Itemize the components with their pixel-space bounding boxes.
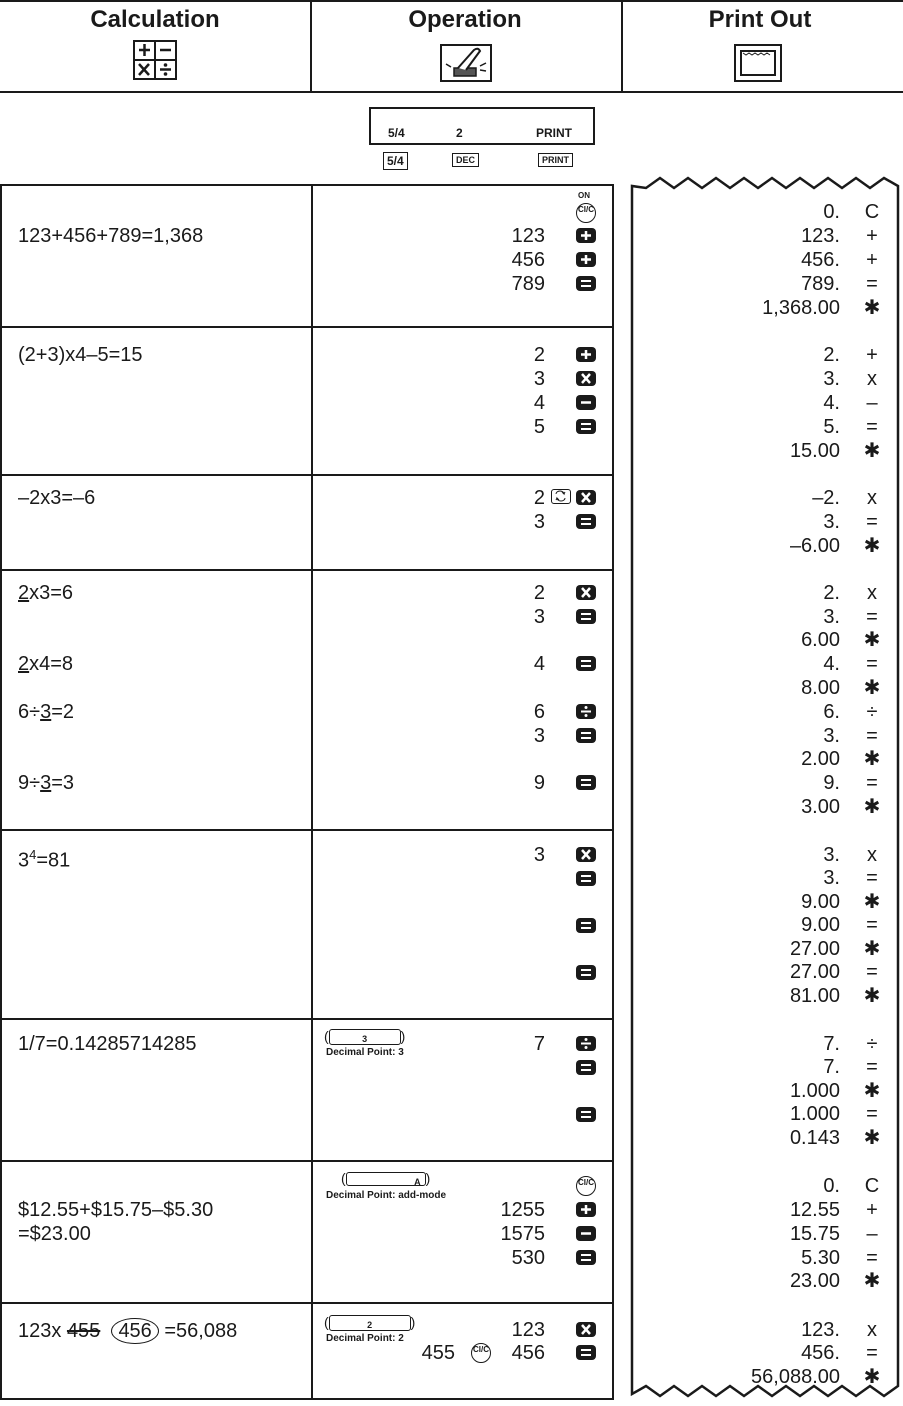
- clear-key-label: CI/C: [578, 1178, 594, 1187]
- op-entry: 6: [533, 701, 545, 723]
- on-label: ON: [578, 191, 590, 200]
- print-value: –2.: [812, 487, 840, 509]
- print-total: 1.000: [789, 1080, 840, 1102]
- print-value: 2.: [823, 582, 840, 604]
- print-symbol: x: [867, 1319, 877, 1341]
- print-value: 5.: [823, 416, 840, 438]
- print-value: 3.: [823, 867, 840, 889]
- print-symbol: ✱: [863, 297, 881, 319]
- print-symbol: –: [866, 1223, 878, 1245]
- calc-rest: =3: [51, 772, 75, 794]
- decimal-switch-position: 2: [329, 1315, 411, 1331]
- print-value: 7.: [823, 1033, 840, 1055]
- print-symbol: –: [866, 392, 878, 414]
- print-symbol: x: [867, 368, 877, 390]
- print-total: 23.00: [789, 1270, 840, 1292]
- constant-digit: 2: [18, 582, 30, 604]
- print-value: 0.: [823, 201, 840, 223]
- op-entry: 3: [533, 725, 545, 747]
- calc-part: 6÷: [18, 701, 41, 723]
- calc-part: 9÷: [18, 772, 41, 794]
- op-entry: 2: [533, 582, 545, 604]
- equals-key-icon[interactable]: [576, 609, 596, 624]
- print-value: 123.: [801, 225, 840, 247]
- header-printout: Print Out: [708, 6, 812, 33]
- print-total: 27.00: [789, 938, 840, 960]
- calc-rest: x4=8: [29, 653, 74, 675]
- calc-expression: $12.55+$15.75–$5.30: [18, 1199, 214, 1221]
- calc-expression: 123+456+789=1,368: [18, 225, 204, 247]
- row-border: [0, 184, 614, 186]
- row-border: [0, 1302, 614, 1304]
- op-entry: 456: [511, 249, 545, 271]
- calc-expression: [18, 771, 74, 795]
- row-border: [0, 326, 614, 328]
- print-symbol: =: [866, 867, 878, 889]
- op-entry: 2: [533, 487, 545, 509]
- print-symbol: C: [864, 201, 880, 223]
- paper-printout-icon: [734, 44, 782, 82]
- print-symbol: +: [866, 249, 878, 271]
- print-value: 3.: [823, 844, 840, 866]
- multiply-key-icon[interactable]: [576, 371, 596, 386]
- equals-key-icon[interactable]: [576, 514, 596, 529]
- equals-key-icon[interactable]: [576, 918, 596, 933]
- row-border: [0, 474, 614, 476]
- header-bottom-border: [0, 91, 903, 93]
- equals-key-icon[interactable]: [576, 1345, 596, 1360]
- print-symbol: =: [866, 511, 878, 533]
- divide-key-icon[interactable]: [576, 1036, 596, 1051]
- print-total: 8.00: [801, 677, 840, 699]
- equals-key-icon[interactable]: [576, 419, 596, 434]
- finger-press-key-icon: [440, 44, 492, 82]
- print-value: 5.30: [801, 1247, 840, 1269]
- constant-digit: 3: [40, 701, 52, 723]
- print-value: 9.: [823, 772, 840, 794]
- print-value: 6.: [823, 701, 840, 723]
- multiply-key-icon[interactable]: [576, 1322, 596, 1337]
- print-symbol: ✱: [863, 629, 881, 651]
- minus-key-icon[interactable]: [576, 1226, 596, 1241]
- print-symbol: =: [866, 1247, 878, 1269]
- op-entry: 3: [533, 844, 545, 866]
- print-symbol: +: [866, 1199, 878, 1221]
- calculator-operators-icon: [133, 40, 177, 80]
- calc-part: 123x: [18, 1320, 67, 1342]
- calc-expression: 1/7=0.14285714285: [18, 1033, 197, 1055]
- print-value: 456.: [801, 249, 840, 271]
- print-total: 56,088.00: [751, 1366, 840, 1388]
- sign-change-key-icon[interactable]: [551, 489, 571, 504]
- table-divider: [311, 184, 313, 1400]
- row-border: [0, 569, 614, 571]
- plus-key-icon[interactable]: [576, 228, 596, 243]
- calc-rest: =81: [36, 849, 71, 872]
- print-value: 4.: [823, 653, 840, 675]
- equals-key-icon[interactable]: [576, 1250, 596, 1265]
- constant-digit: 2: [18, 653, 30, 675]
- row-border: [0, 1160, 614, 1162]
- equals-key-icon[interactable]: [576, 276, 596, 291]
- print-symbol: x: [867, 487, 877, 509]
- print-total: 6.00: [801, 629, 840, 651]
- print-symbol: ✱: [863, 1127, 881, 1149]
- calc-expression: –2x3=–6: [18, 487, 96, 509]
- decimal-switch-key[interactable]: DEC: [452, 153, 479, 167]
- equals-key-icon[interactable]: [576, 871, 596, 886]
- plus-key-icon[interactable]: [576, 1202, 596, 1217]
- op-entry: 455: [421, 1342, 455, 1364]
- op-entry: 3: [533, 606, 545, 628]
- print-symbol: x: [867, 582, 877, 604]
- multiply-key-icon[interactable]: [576, 585, 596, 600]
- multiply-key-icon[interactable]: [576, 490, 596, 505]
- top-border: [0, 0, 903, 2]
- equals-key-icon[interactable]: [576, 965, 596, 980]
- calc-expression: [18, 843, 70, 873]
- print-symbol: ÷: [866, 1033, 878, 1055]
- print-value: 3.: [823, 368, 840, 390]
- print-symbol: =: [866, 772, 878, 794]
- op-entry: 789: [511, 273, 545, 295]
- calc-struck-value: 455: [66, 1320, 101, 1342]
- print-value: 789.: [801, 273, 840, 295]
- print-symbol: C: [864, 1175, 880, 1197]
- equals-key-icon[interactable]: [576, 728, 596, 743]
- decimal-switch-position: 3: [329, 1029, 401, 1045]
- header-operation: Operation: [408, 6, 522, 33]
- print-value: 3.: [823, 606, 840, 628]
- decimal-switch-setting: ( 2 ): [324, 1314, 416, 1331]
- divide-key-icon[interactable]: [576, 704, 596, 719]
- calc-rest: x3=6: [29, 582, 74, 604]
- calc-circled-value: 456: [111, 1318, 158, 1344]
- op-entry: 4: [533, 653, 545, 675]
- op-entry: 123: [511, 225, 545, 247]
- op-entry: 3: [533, 511, 545, 533]
- op-entry: 456: [511, 1342, 545, 1364]
- decimal-switch-position: A: [346, 1172, 426, 1186]
- row-border: [0, 1018, 614, 1020]
- calc-expression: [18, 581, 73, 605]
- print-symbol: ✱: [863, 748, 881, 770]
- table-right-border: [612, 184, 614, 1400]
- table-left-border: [0, 184, 2, 1400]
- print-total: 3.00: [801, 796, 840, 818]
- print-switch-key[interactable]: PRINT: [538, 153, 573, 167]
- equals-key-icon[interactable]: [576, 775, 596, 790]
- print-value: 123.: [801, 1319, 840, 1341]
- print-value: 2.: [823, 344, 840, 366]
- op-entry: 9: [533, 772, 545, 794]
- minus-key-icon[interactable]: [576, 395, 596, 410]
- print-total: 0.143: [789, 1127, 840, 1149]
- print-symbol: ✱: [863, 891, 881, 913]
- calc-rest: =2: [51, 701, 75, 723]
- print-symbol: =: [866, 725, 878, 747]
- print-value: 12.55: [789, 1199, 840, 1221]
- print-symbol: =: [866, 653, 878, 675]
- equals-key-icon[interactable]: [576, 656, 596, 671]
- op-entry: 1575: [500, 1223, 545, 1245]
- print-symbol: ✱: [863, 1270, 881, 1292]
- print-total: –6.00: [789, 535, 840, 557]
- print-symbol: x: [867, 844, 877, 866]
- equals-key-icon[interactable]: [576, 1060, 596, 1075]
- print-value: 7.: [823, 1056, 840, 1078]
- print-symbol: =: [866, 1342, 878, 1364]
- calc-rest: =56,088: [158, 1320, 238, 1342]
- decimal-switch-setting: ( 3 ): [324, 1028, 406, 1045]
- print-symbol: ✱: [863, 440, 881, 462]
- op-entry: 1255: [500, 1199, 545, 1221]
- print-value: 4.: [823, 392, 840, 414]
- print-symbol: +: [866, 225, 878, 247]
- op-entry: 5: [533, 416, 545, 438]
- calc-expression: [18, 700, 74, 724]
- print-symbol: ✱: [863, 1080, 881, 1102]
- calc-expression: [18, 652, 73, 676]
- print-symbol: ✱: [863, 985, 881, 1007]
- print-value: 9.00: [801, 914, 840, 936]
- row-border: [0, 829, 614, 831]
- row-border: [0, 1398, 614, 1400]
- print-total: 81.00: [789, 985, 840, 1007]
- calc-expression: =$23.00: [18, 1223, 91, 1245]
- op-entry: 123: [511, 1319, 545, 1341]
- print-value: 15.75: [789, 1223, 840, 1245]
- plus-key-icon[interactable]: [576, 347, 596, 362]
- print-symbol: ✱: [863, 1366, 881, 1388]
- calc-expression: (2+3)x4–5=15: [18, 344, 143, 366]
- header-divider: [621, 0, 623, 92]
- print-total: 9.00: [801, 891, 840, 913]
- switch-label-decimal: 2: [456, 126, 463, 140]
- calc-exponent: 4: [29, 847, 37, 862]
- print-symbol: =: [866, 1056, 878, 1078]
- print-value: 27.00: [789, 961, 840, 983]
- clear-key-icon[interactable]: [576, 203, 596, 223]
- print-total: 15.00: [789, 440, 840, 462]
- op-entry: 2: [533, 344, 545, 366]
- print-symbol: =: [866, 914, 878, 936]
- rounding-switch-key[interactable]: 5/4: [383, 152, 408, 170]
- print-symbol: =: [866, 606, 878, 628]
- print-symbol: ✱: [863, 535, 881, 557]
- print-symbol: ✱: [863, 938, 881, 960]
- calc-base: 3: [18, 849, 30, 872]
- header-calculation: Calculation: [90, 6, 220, 33]
- op-entry: 3: [533, 368, 545, 390]
- print-symbol: +: [866, 344, 878, 366]
- clear-key-icon[interactable]: [576, 1176, 596, 1196]
- decimal-switch-setting: ( A ): [341, 1170, 431, 1188]
- print-symbol: ✱: [863, 796, 881, 818]
- op-entry: 4: [533, 392, 545, 414]
- print-value: 3.: [823, 725, 840, 747]
- print-symbol: =: [866, 1103, 878, 1125]
- op-entry: 7: [533, 1033, 545, 1055]
- print-value: 1.000: [789, 1103, 840, 1125]
- print-value: 3.: [823, 511, 840, 533]
- print-value: 0.: [823, 1175, 840, 1197]
- decimal-point-note: Decimal Point: add-mode: [326, 1190, 447, 1201]
- clear-key-label: CI/C: [578, 205, 594, 214]
- clear-key-label: CI/C: [473, 1345, 489, 1354]
- op-entry: 530: [511, 1247, 545, 1269]
- equals-key-icon[interactable]: [576, 1107, 596, 1122]
- plus-key-icon[interactable]: [576, 252, 596, 267]
- print-symbol: =: [866, 416, 878, 438]
- constant-digit: 3: [40, 772, 52, 794]
- print-symbol: =: [866, 273, 878, 295]
- decimal-point-note: Decimal Point: 2: [326, 1333, 404, 1344]
- calc-expression: [18, 1318, 237, 1344]
- header-divider: [310, 0, 312, 92]
- switch-label-print: PRINT: [536, 126, 572, 140]
- print-symbol: =: [866, 961, 878, 983]
- decimal-point-note: Decimal Point: 3: [326, 1047, 404, 1058]
- switch-label-rounding: 5/4: [388, 126, 405, 140]
- print-total: 1,368.00: [762, 297, 840, 319]
- print-total: 2.00: [801, 748, 840, 770]
- print-value: 456.: [801, 1342, 840, 1364]
- print-symbol: ÷: [866, 701, 878, 723]
- multiply-key-icon[interactable]: [576, 847, 596, 862]
- print-symbol: ✱: [863, 677, 881, 699]
